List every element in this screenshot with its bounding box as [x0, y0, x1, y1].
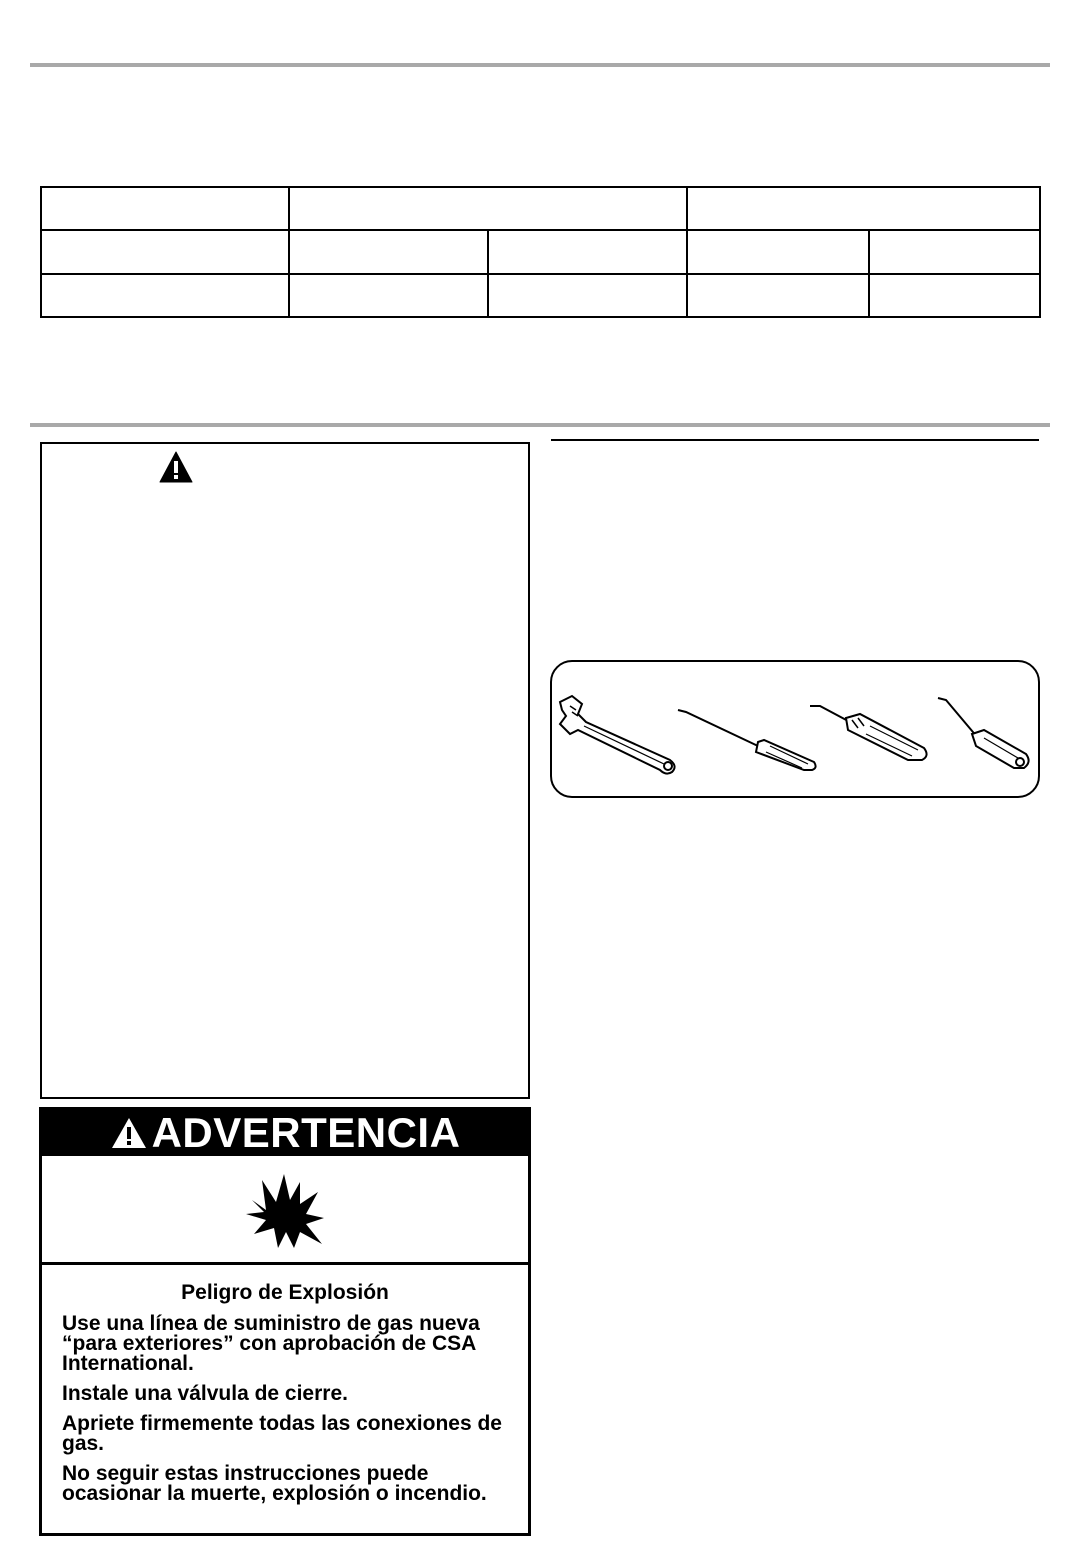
- warning-title: ADVERTENCIA: [151, 1109, 461, 1156]
- table-cell: [41, 187, 289, 230]
- spec-table: [40, 186, 1041, 318]
- adjustable-wrench-icon: [560, 696, 675, 774]
- warning-instruction: Use una línea de suministro de gas nueva “para exteriores” con aprobación de CSA International.: [62, 1312, 480, 1375]
- nut-driver-icon: [938, 698, 1029, 768]
- table-cell: [869, 274, 1040, 317]
- top-divider: [30, 63, 1050, 67]
- table-cell: [289, 274, 488, 317]
- warning-instruction: Apriete firmemente todas las conexiones de gas.: [62, 1412, 502, 1455]
- table-cell: [869, 230, 1040, 273]
- table-row: [41, 230, 1040, 273]
- table-cell: [687, 274, 869, 317]
- table-cell: [488, 230, 687, 273]
- warning-instruction: No seguir estas instrucciones puede ocasionar la muerte, explosión o incendio.: [62, 1462, 487, 1505]
- hazard-symbol-area: [42, 1156, 528, 1265]
- table-cell: [289, 187, 687, 230]
- phillips-screwdriver-icon: [678, 710, 816, 770]
- warning-header: [42, 1110, 528, 1156]
- tools-illustration: [550, 660, 1040, 798]
- table-cell: [289, 230, 488, 273]
- explosion-icon: [244, 1170, 326, 1250]
- warning-triangle-icon: [110, 1116, 148, 1150]
- warning-instruction: Instale una válvula de cierre.: [62, 1382, 348, 1405]
- warning-triangle-icon: [159, 451, 193, 483]
- table-cell: [41, 274, 289, 317]
- table-cell: [687, 230, 869, 273]
- warning-text: [42, 1265, 528, 1514]
- table-cell: [687, 187, 1040, 230]
- caution-box: [40, 442, 530, 1099]
- warning-panel: [39, 1107, 531, 1536]
- flat-screwdriver-icon: [810, 706, 927, 760]
- table-cell: [41, 230, 289, 273]
- table-row: [41, 274, 1040, 317]
- table-row: [41, 187, 1040, 230]
- table-cell: [488, 274, 687, 317]
- column-rule: [551, 439, 1039, 441]
- section-divider: [30, 423, 1050, 427]
- hazard-heading: Peligro de Explosión: [181, 1281, 389, 1304]
